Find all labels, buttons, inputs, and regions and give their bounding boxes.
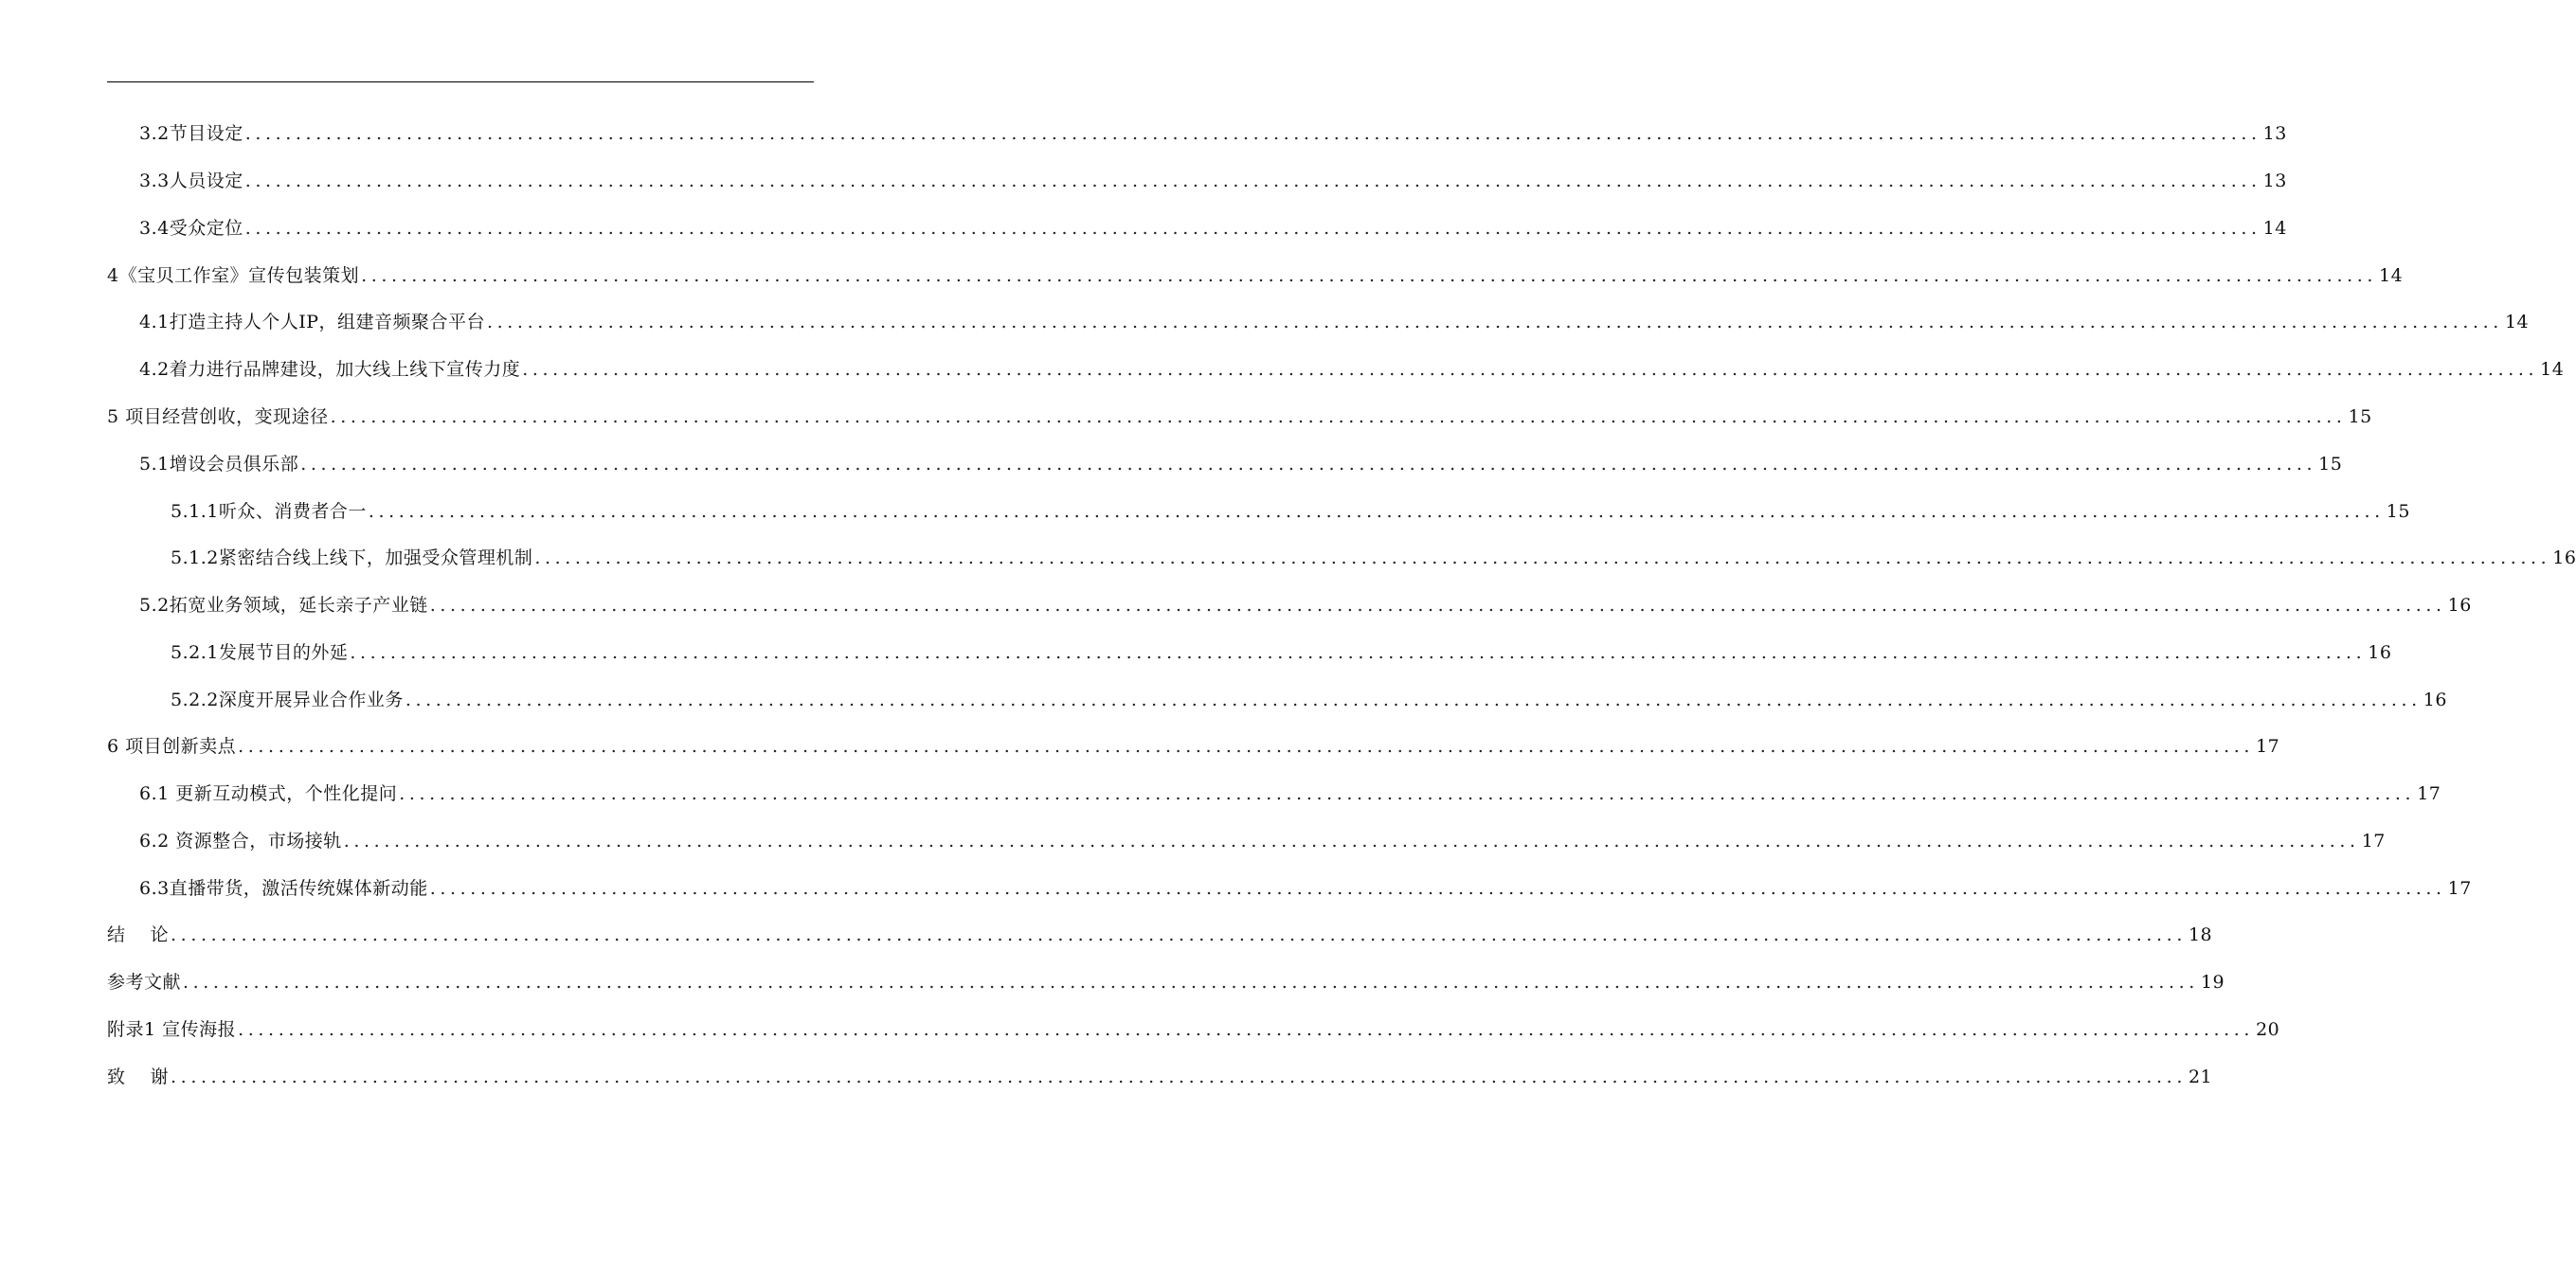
toc-entry-3-3[interactable] bbox=[139, 167, 2287, 193]
toc-entry-5-2-2[interactable] bbox=[171, 686, 2447, 712]
toc-entry-title: 5.1.1听众、消费者合一 bbox=[171, 501, 367, 522]
toc-entry-4-1[interactable] bbox=[139, 308, 2530, 334]
toc-entry-5-1-2[interactable] bbox=[171, 544, 2576, 570]
toc-entry-title: 5 项目经营创收，变现途径 bbox=[107, 406, 329, 427]
toc-entry-title: 5.2.2深度开展异业合作业务 bbox=[171, 690, 404, 710]
toc-entry-title: 4《宝贝工作室》宣传包装策划 bbox=[107, 265, 360, 286]
toc-entry-page: 13 bbox=[2262, 123, 2287, 144]
toc-entry-title: 3.4受众定位 bbox=[139, 218, 243, 239]
toc-entry-page: 16 bbox=[2552, 547, 2576, 568]
toc-entry-title: 6.3直播带货，激活传统媒体新动能 bbox=[139, 878, 428, 899]
toc-entry-3-4[interactable] bbox=[139, 214, 2287, 241]
toc-entry-6-3[interactable] bbox=[139, 874, 2472, 901]
toc-entry-references[interactable] bbox=[107, 968, 2225, 995]
toc-dot-leader: ........................................................................................................................................................................................................ bbox=[244, 123, 2261, 144]
toc-entry-5-1-1[interactable] bbox=[171, 497, 2410, 524]
toc-entry-page: 19 bbox=[2200, 972, 2225, 993]
toc-entry-3-2[interactable] bbox=[139, 119, 2287, 146]
toc-entry-page: 15 bbox=[2348, 406, 2372, 427]
toc-dot-leader: ........................................................................................................................................................................................................ bbox=[171, 1067, 2187, 1087]
toc-entry-title: 6 项目创新卖点 bbox=[107, 736, 237, 757]
toc-dot-leader: ........................................................................................................................................................................................................ bbox=[183, 972, 2199, 993]
toc-entry-title: 3.2节目设定 bbox=[139, 123, 243, 144]
toc-entry-title: 附录1 宣传海报 bbox=[107, 1019, 237, 1040]
toc-entry-page: 15 bbox=[2318, 454, 2343, 475]
toc-dot-leader: ........................................................................................................................................................................................................ bbox=[399, 783, 2416, 804]
toc-entry-title: 5.1增设会员俱乐部 bbox=[139, 454, 299, 475]
toc-dot-leader: ........................................................................................................................................................................................................ bbox=[244, 218, 2261, 239]
toc-dot-leader: ........................................................................................................................................................................................................ bbox=[522, 359, 2539, 380]
toc-entry-page: 17 bbox=[2417, 783, 2441, 804]
toc-dot-leader: ........................................................................................................................................................................................................ bbox=[238, 1019, 2255, 1040]
toc-dot-leader: ........................................................................................................................................................................................................ bbox=[300, 454, 2317, 475]
toc-entry-page: 14 bbox=[2379, 265, 2404, 286]
toc-dot-leader: ........................................................................................................................................................................................................ bbox=[361, 265, 2378, 286]
toc-entry-page: 15 bbox=[2386, 501, 2410, 522]
toc-entry-5-2[interactable] bbox=[139, 591, 2472, 618]
toc-entry-6-1[interactable] bbox=[139, 780, 2441, 806]
toc-entry-6-2[interactable] bbox=[139, 827, 2386, 853]
toc-entry-page: 13 bbox=[2262, 170, 2287, 191]
toc-entry-5-1[interactable] bbox=[139, 450, 2343, 476]
toc-entry-title: 5.2.1发展节目的外延 bbox=[171, 642, 349, 663]
toc-dot-leader: ........................................................................................................................................................................................................ bbox=[368, 501, 2385, 522]
toc-dot-leader: ........................................................................................................................................................................................................ bbox=[429, 878, 2446, 899]
toc-dot-leader: ........................................................................................................................................................................................................ bbox=[405, 690, 2422, 710]
toc-entry-page: 17 bbox=[2447, 878, 2472, 899]
toc-entry-page: 14 bbox=[2504, 312, 2530, 332]
toc-entry-acknowledgements[interactable] bbox=[107, 1063, 2213, 1089]
toc-entry-title: 4.1打造主持人个人IP，组建音频聚合平台 bbox=[139, 312, 486, 332]
toc-dot-leader: ........................................................................................................................................................................................................ bbox=[171, 924, 2187, 945]
toc-dot-leader: ........................................................................................................................................................................................................ bbox=[244, 170, 2261, 191]
toc-dot-leader: ........................................................................................................................................................................................................ bbox=[350, 642, 2367, 663]
toc-entry-page: 14 bbox=[2540, 359, 2565, 380]
toc-entry-title: 结 论 bbox=[107, 924, 170, 945]
toc-entry-appendix-1[interactable] bbox=[107, 1015, 2280, 1042]
toc-entry-5-2-1[interactable] bbox=[171, 638, 2392, 665]
toc-entry-title: 4.2着力进行品牌建设，加大线上线下宣传力度 bbox=[139, 359, 521, 380]
toc-entry-title: 6.2 资源整合，市场接轨 bbox=[139, 831, 342, 852]
toc-entry-title: 6.1 更新互动模式，个性化提问 bbox=[139, 783, 398, 804]
toc-entry-page: 21 bbox=[2188, 1067, 2213, 1087]
toc-entry-5[interactable] bbox=[107, 403, 2372, 429]
toc-entry-page: 16 bbox=[2368, 642, 2392, 663]
toc-entry-title: 参考文献 bbox=[107, 972, 182, 993]
toc-entry-page: 17 bbox=[2256, 736, 2280, 757]
toc-dot-leader: ........................................................................................................................................................................................................ bbox=[487, 312, 2503, 332]
toc-entry-title: 致 谢 bbox=[107, 1067, 170, 1087]
toc-entry-page: 18 bbox=[2188, 924, 2213, 945]
toc-entry-page: 17 bbox=[2361, 831, 2386, 852]
toc-entry-4-2[interactable] bbox=[139, 355, 2565, 382]
toc-entry-page: 16 bbox=[2447, 595, 2472, 616]
toc-entry-4[interactable] bbox=[107, 261, 2404, 288]
toc-entry-page: 16 bbox=[2423, 690, 2447, 710]
toc-entry-title: 5.2拓宽业务领域，延长亲子产业链 bbox=[139, 595, 428, 616]
toc-entry-page: 14 bbox=[2262, 218, 2287, 239]
toc-entry-conclusion[interactable] bbox=[107, 921, 2213, 947]
toc-entry-6[interactable] bbox=[107, 732, 2280, 759]
toc-dot-leader: ........................................................................................................................................................................................................ bbox=[238, 736, 2255, 757]
toc-entry-title: 5.1.2紧密结合线上线下，加强受众管理机制 bbox=[171, 547, 533, 568]
toc-dot-leader: ........................................................................................................................................................................................................ bbox=[343, 831, 2360, 852]
toc-entry-title: 3.3人员设定 bbox=[139, 170, 243, 191]
toc-entry-page: 20 bbox=[2256, 1019, 2280, 1040]
toc-dot-leader: ........................................................................................................................................................................................................ bbox=[429, 595, 2446, 616]
toc-dot-leader: ........................................................................................................................................................................................................ bbox=[534, 547, 2551, 568]
toc-dot-leader: ........................................................................................................................................................................................................ bbox=[330, 406, 2347, 427]
